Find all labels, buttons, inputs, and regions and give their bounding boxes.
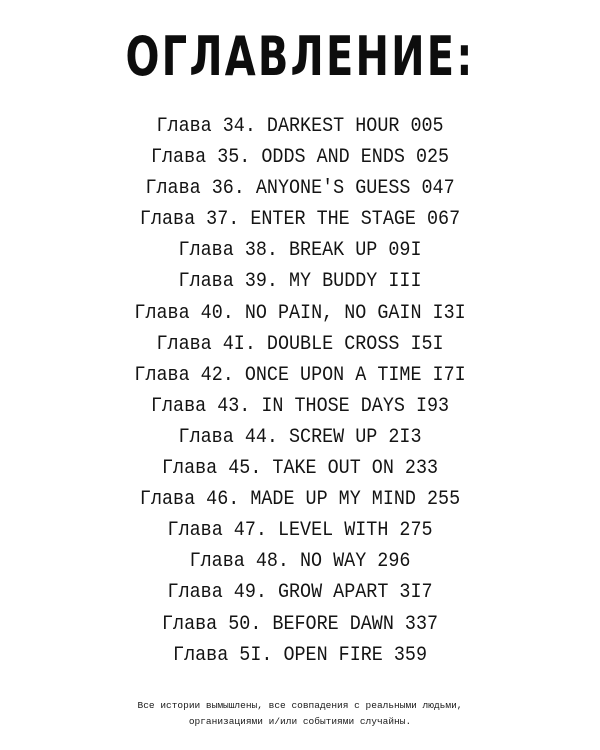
chapter-item: [0, 640, 600, 671]
page-title: ОГЛАВЛЕНИЕ:: [125, 25, 475, 88]
chapter-item: [0, 546, 600, 577]
chapter-label: Глава 43. IN THOSE DAYS I93: [150, 394, 450, 418]
chapter-label: Глава 40. NO PAIN, NO GAIN I3I: [134, 301, 466, 325]
chapter-label: Глава 44. SCREW UP 2I3: [178, 425, 422, 449]
chapter-item: [0, 453, 600, 484]
chapter-label: Глава 36. ANYONE'S GUESS 047: [145, 177, 455, 201]
chapter-item: [0, 111, 600, 142]
chapter-label: Глава 35. ODDS AND ENDS 025: [150, 146, 450, 170]
chapter-item: [0, 484, 600, 515]
chapter-item: [0, 235, 600, 266]
chapter-item: [0, 577, 600, 608]
chapter-label: Глава 39. MY BUDDY III: [178, 270, 422, 294]
chapter-item: [0, 515, 600, 546]
chapter-label: Глава 50. BEFORE DAWN 337: [161, 612, 439, 636]
chapter-item: [0, 422, 600, 453]
chapter-label: Глава 34. DARKEST HOUR 005: [156, 115, 444, 138]
chapter-label: Глава 4I. DOUBLE CROSS I5I: [156, 332, 444, 356]
chapter-label: Глава 46. MADE UP MY MIND 255: [139, 488, 461, 512]
chapter-label: Глава 48. NO WAY 296: [189, 550, 411, 574]
chapter-item: [0, 173, 600, 204]
chapter-label: Глава 5I. OPEN FIRE 359: [173, 643, 427, 667]
disclaimer: [0, 698, 600, 730]
chapter-item: [0, 329, 600, 360]
chapter-item: [0, 204, 600, 235]
chapter-label: Глава 37. ENTER THE STAGE 067: [139, 208, 461, 232]
chapter-item: [0, 142, 600, 173]
chapter-item: [0, 609, 600, 640]
disclaimer-line: Все истории вымышлены, все совпадения с реальными людьми,: [137, 700, 463, 711]
chapter-label: Глава 45. TAKE OUT ON 233: [161, 457, 439, 481]
disclaimer-line: организациями и/или событиями случайны.: [188, 716, 412, 727]
chapter-label: Глава 47. LEVEL WITH 275: [167, 519, 433, 543]
chapter-label: Глава 38. BREAK UP 09I: [178, 239, 422, 263]
chapter-item: [0, 391, 600, 422]
chapter-label: Глава 49. GROW APART 3I7: [167, 581, 433, 605]
chapter-label: Глава 42. ONCE UPON A TIME I7I: [134, 363, 466, 387]
chapter-item: [0, 360, 600, 391]
chapter-list: [0, 111, 600, 671]
chapter-item: [0, 298, 600, 329]
chapter-item: [0, 266, 600, 297]
